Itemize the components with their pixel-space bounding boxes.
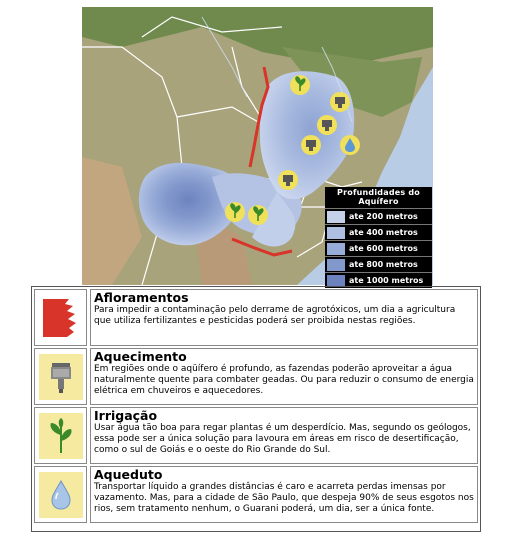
legend-label: ate 400 metros — [349, 228, 418, 237]
legend-label: ate 200 metros — [349, 212, 418, 221]
legend-swatch — [327, 243, 345, 255]
legend-item — [325, 224, 432, 240]
legend-title-line2: Aquífero — [358, 197, 399, 206]
info-table — [31, 286, 481, 532]
row-title-irrigacao: Irrigação — [94, 408, 158, 423]
row-title-aqueduto: Aqueduto — [94, 467, 163, 482]
legend-label: ate 600 metros — [349, 244, 418, 253]
row-text-aquecimento: Em regiões onde o aqüífero é profundo, as fazendas poderão aproveitar a água naturalmente quente para combater geadas. Ou para reduzir o consumo de energia elétrica em chuveiros e aquecedores. — [94, 364, 474, 396]
legend-swatch — [327, 211, 345, 223]
row-text-irrigacao: Usar água tão boa para regar plantas é um desperdício. Mas, segundo os geólogos, essa pode ser a única solução para lavoura em áreas em risco de desertificação, como o sul de Goiás e o oeste do Rio Grande do Sul. — [94, 423, 471, 455]
row-text-aqueduto: Transportar líquido a grandes distâncias é caro e acarreta perdas imensas por vazamento. Mas, para a cidade de São Paulo, que despeja 90% de seus esgotos nos rios, sem tratamento nenhum, o Guarani poderá, um dia, ser a única fonte. — [94, 482, 474, 514]
legend-label: ate 800 metros — [349, 260, 418, 269]
depth-legend — [325, 187, 432, 288]
row-title-afloramentos: Afloramentos — [94, 290, 189, 305]
water-drop-marker — [340, 135, 360, 155]
heater-marker — [278, 170, 298, 190]
info-row-aquecimento — [34, 348, 478, 405]
info-row-afloramentos — [34, 289, 478, 346]
plant-marker — [290, 75, 310, 95]
legend-item — [325, 240, 432, 256]
heater-marker — [330, 92, 350, 112]
row-text-afloramentos: Para impedir a contaminação pelo derrame de agrotóxicos, um dia a agricultura que utiliza fertilizantes e pesticidas poderá ser proibida nestas regiões. — [94, 305, 456, 326]
legend-title — [325, 187, 432, 208]
heater-icon — [39, 354, 83, 400]
plant-marker — [225, 202, 245, 222]
legend-swatch — [327, 227, 345, 239]
row-title-aquecimento: Aquecimento — [94, 349, 187, 364]
plant-marker — [248, 205, 268, 225]
legend-item — [325, 208, 432, 224]
outcrop-icon — [39, 295, 83, 341]
heater-marker — [301, 135, 321, 155]
plant-icon — [39, 413, 83, 459]
legend-item — [325, 256, 432, 272]
legend-label: ate 1000 metros — [349, 276, 424, 285]
info-row-irrigacao — [34, 407, 478, 464]
legend-swatch — [327, 259, 345, 271]
water-drop-icon — [39, 472, 83, 518]
legend-title-line1: Profundidades do — [337, 188, 420, 197]
heater-marker — [317, 115, 337, 135]
legend-swatch — [327, 275, 345, 287]
info-row-aqueduto — [34, 466, 478, 523]
